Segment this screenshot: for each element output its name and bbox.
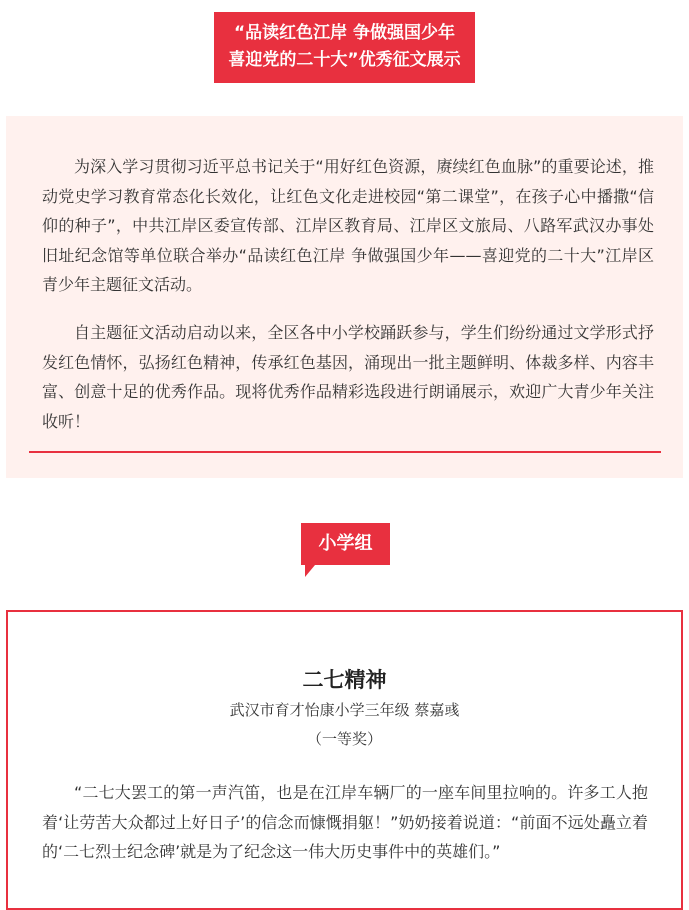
entry-award: （一等奖） <box>306 730 382 748</box>
intro-section <box>6 116 683 478</box>
title-line-2: 喜迎党的二十大”优秀征文展示 <box>228 50 461 70</box>
entry-title: 二七精神 <box>302 668 387 692</box>
group-tag-tail <box>305 565 315 577</box>
title-banner <box>214 12 475 83</box>
entry-author: 武汉市育才怡康小学三年级 蔡嘉彧 <box>229 701 460 719</box>
group-tag: 小学组 <box>301 523 390 565</box>
entry-excerpt: “二七大罢工的第一声汽笛，也是在江岸车辆厂的一座车间里拉响的。许多工人抱着‘让劳苦大众都过上好日子’的信念而慷慨捐躯！”奶奶接着说道：“前面不远处矗立着的‘二七烈士纪念碑’就是为了纪念这一伟大历史事件中的英雄们。” <box>42 783 648 861</box>
intro-divider <box>29 451 661 453</box>
intro-paragraph-1: 为深入学习贯彻习近平总书记关于“用好红色资源，赓续红色血脉”的重要论述，推动党史学习教育常态化长效化，让红色文化走进校园“第二课堂”，在孩子心中播撒“信仰的种子”，中共江岸区委宣传部、江岸区教育局、江岸区文旅局、八路军武汉办事处旧址纪念馆等单位联合举办“品读红色江岸 争做强国少年——喜迎党的二十大”江岸区青少年主题征文活动。 <box>42 157 654 294</box>
title-line-1: “品读红色江岸 争做强国少年 <box>233 23 456 43</box>
entry-card <box>6 610 683 910</box>
intro-paragraph-2: 自主题征文活动启动以来，全区各中小学校踊跃参与，学生们纷纷通过文学形式抒发红色情怀，弘扬红色精神，传承红色基因，涌现出一批主题鲜明、体裁多样、内容丰富、创意十足的优秀作品。现将优秀作品精彩选段进行朗诵展示，欢迎广大青少年关注收听！ <box>42 323 654 431</box>
